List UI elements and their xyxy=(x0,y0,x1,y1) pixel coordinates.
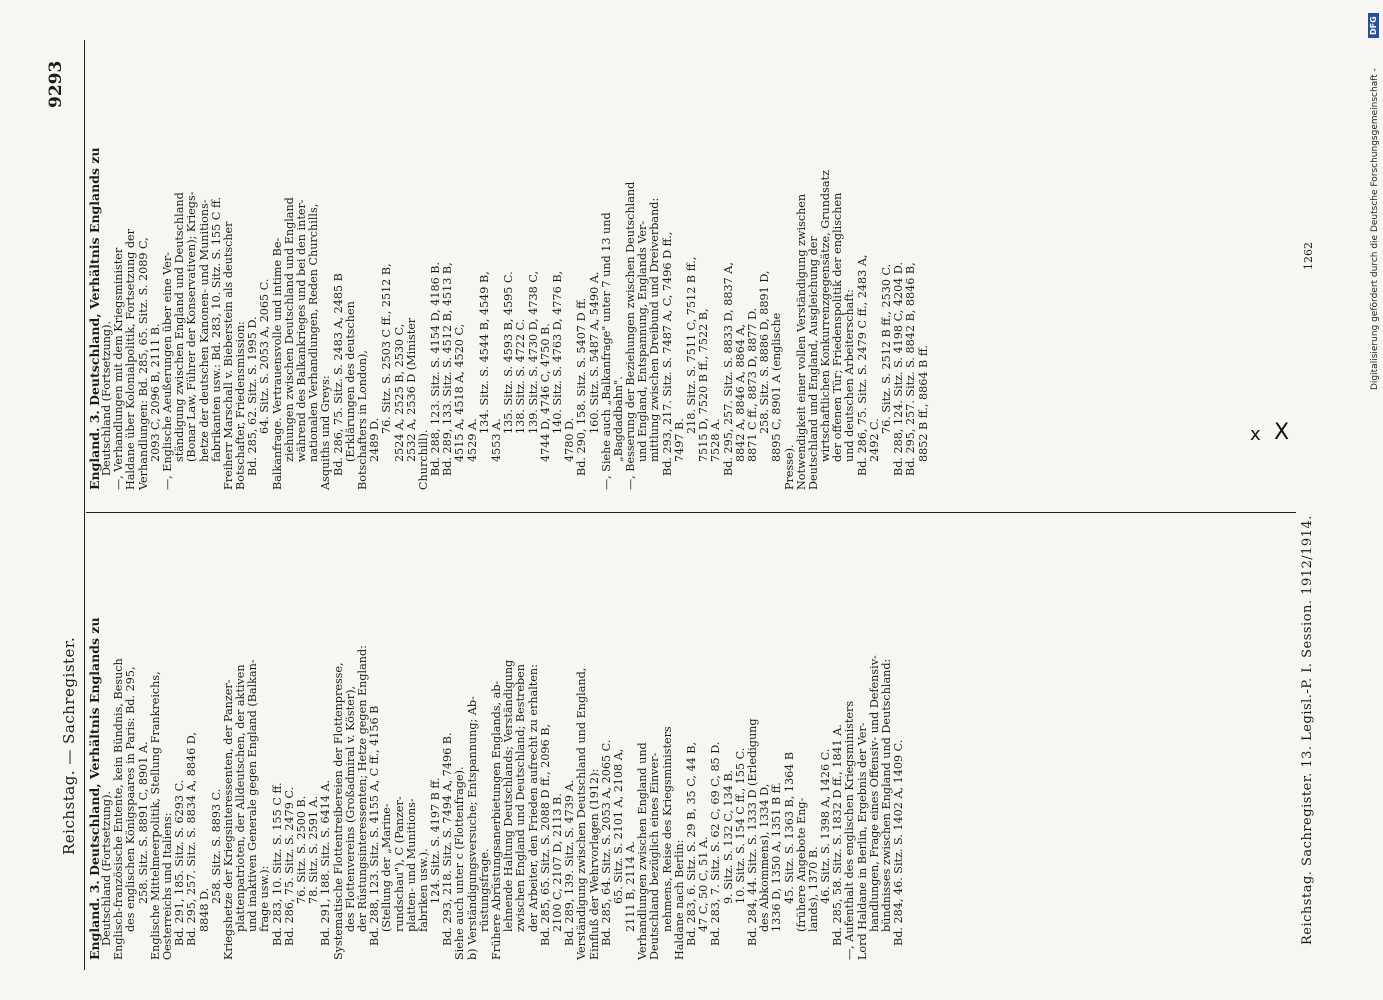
index-line: 76. Sitz. S. 2500 B. xyxy=(295,795,308,904)
index-line: 4553 A. xyxy=(490,418,503,462)
index-line: 2100 C, 2107 D, 2113 B. xyxy=(550,793,564,932)
index-line: 8848 D. xyxy=(197,887,211,932)
index-line: Siehe auch unter c (Flottenfrage). xyxy=(453,766,467,960)
index-line: Haldane über Kolonialpolitik, Fortsetzung der xyxy=(124,228,138,490)
dfg-logo: DFG xyxy=(1368,13,1379,38)
page-number: 9293 xyxy=(46,60,66,108)
index-line: 2111 B, 2114 A. xyxy=(624,840,638,932)
index-line: 47 C, 50 C, 51 A. xyxy=(697,836,711,932)
index-line: frage usw.): xyxy=(258,865,272,932)
index-line: (Stellung der „Marine- xyxy=(380,803,394,932)
index-line: Englisch-französische Entente, kein Bündnis, Besuch xyxy=(112,658,126,960)
index-line: Oesterreichs und Italiens: xyxy=(160,812,174,960)
index-line: Bd. 284, 46. Sitz. S. 1402 A, 1409 C. xyxy=(892,739,906,946)
index-line: 135. Sitz. S. 4593 B, 4595 C. xyxy=(502,271,516,434)
index-line: und inaktiven Generale gegen England (Balkan- xyxy=(246,659,260,932)
index-line: nationalen Verhandlungen, Reden Churchills, xyxy=(307,203,321,462)
footer-page-number: 1262 xyxy=(1302,242,1315,270)
index-line: „Bagdadbahn". xyxy=(611,376,625,462)
index-line: Deutschland (Fortsetzung). xyxy=(100,790,113,946)
index-line: Deutschland bezüglich eines Einver- xyxy=(648,752,662,960)
index-line: handlungen, Frage eines Offensiv- und Defensiv- xyxy=(867,655,881,932)
index-line: 45. Sitz. S. 1363 B, 1364 B xyxy=(782,751,796,904)
index-line: Botschafters in London), xyxy=(355,350,369,490)
index-line: 124. Sitz. S. 4197 B ff. xyxy=(429,777,443,904)
index-line: England. 3. Deutschland, Verhältnis Englands zu xyxy=(87,617,102,960)
index-line: 4515 A, 4518 A, 4520 C, xyxy=(453,323,467,462)
index-line: 160. Sitz. S. 5487 A, 5490 A. xyxy=(587,271,601,434)
footer-text: Reichstag. Sachregister. 13. Legisl.-P. I. Session. 1912/1914. xyxy=(1300,515,1315,945)
index-line: 2489 D. xyxy=(368,417,382,462)
index-line: lehnende Haltung Deutschlands; Verständigung xyxy=(502,659,516,932)
index-line: wirtschaftlichen Konkurrenzgegensätze, Grundsatz xyxy=(819,170,833,462)
index-line: Bd. 291, 188. Sitz. S. 6414 A. xyxy=(319,779,333,946)
index-line: Verhandlungen: Bd. 285, 65. Sitz. S. 2089 C, xyxy=(136,237,150,490)
index-line: Bd. 288, 124. Sitz. S. 4198 C, 4204 D. xyxy=(892,261,906,476)
index-line: 2524 A, 2525 B, 2530 C, xyxy=(392,323,406,462)
index-line: fabriken usw.). xyxy=(416,848,430,932)
index-line: 4780 D. xyxy=(563,417,577,462)
index-line: zwischen England und Deutschland; Bestreben xyxy=(514,664,528,932)
index-line: Freiherr Marschall v. Bieberstein als deutscher xyxy=(221,221,235,490)
column-divider xyxy=(86,512,1296,513)
index-line: Haldane nach Berlin: xyxy=(672,839,686,960)
index-line: 46. Sitz. S. 1398 A, 1426 C. xyxy=(819,748,833,904)
index-line: Deutschland (Fortsetzung). xyxy=(100,320,113,476)
index-line: der offenen Tür; Friedenspolitik der englischen xyxy=(831,192,845,462)
pen-mark-small: x xyxy=(1250,424,1261,445)
index-line: des englischen Königspaares in Paris: Bd. 295, xyxy=(124,666,138,932)
index-line: Bd. 283, 10. Sitz. S. 155 C ff. xyxy=(270,782,284,946)
index-line: Bd. 286, 75. Sitz. S. 2479 C ff., 2483 A, xyxy=(855,254,869,476)
index-line: Balkanfrage. Vertrauensvolle und intime Be- xyxy=(270,237,284,490)
index-line: Bd. 291, 185. Sitz. S. 6293 C. xyxy=(173,779,187,946)
index-line: Englische Mittelmeerpolitik, Stellung Frankreichs, xyxy=(148,671,162,960)
index-line: 2492 C. xyxy=(867,418,881,462)
index-line: 258. Sitz. S. 8893 C. xyxy=(209,788,223,904)
index-line: der Arbeiter, den Frieden aufrecht zu erhalten: xyxy=(526,664,540,932)
index-line: Frühere Abrüstungsanerbietungen Englands, ab- xyxy=(490,680,503,960)
index-line: —, Englische Aeußerungen über eine Ver- xyxy=(160,252,174,490)
index-line: Bd. 285, 62. Sitz. S. 1995 D. xyxy=(246,316,260,476)
index-line: Notwendigkeit einer vollen Verständigung zwischen xyxy=(794,193,808,490)
index-line: —, Verhandlungen mit dem Kriegsminister xyxy=(112,247,126,490)
index-line: 64. Sitz. S. 2053 A, 2065 C. xyxy=(258,278,272,434)
index-line: lands), 1370 B. xyxy=(806,846,820,932)
index-line: (frühere Angebote Eng- xyxy=(794,797,808,932)
index-line: ständigung zwischen England und Deutschland xyxy=(173,192,187,462)
index-line: 134. Sitz. S. 4544 B, 4549 B, xyxy=(477,271,491,434)
index-line: nehmens, Reise des Kriegsministers xyxy=(660,726,674,932)
index-line: plattenpatrioten, der Alldeutschen, der aktiven xyxy=(234,664,248,932)
index-line: 10. Sitz. S. 154 C ff., 155 C. xyxy=(733,747,747,904)
index-line: 65. Sitz. S. 2101 A, 2108 A, xyxy=(611,748,625,904)
index-line: Kriegshetze der Kriegsinteressenten, der Panzer- xyxy=(221,679,235,960)
index-line: 138. Sitz. S. 4722 C. xyxy=(514,318,528,434)
index-line: Bd. 286, 75. Sitz. S. 2479 C. xyxy=(282,786,296,946)
index-line: rundschau"), C (Panzer- xyxy=(392,796,406,932)
index-line: Bd. 293, 218. Sitz. S. 7494 A, 7496 B. xyxy=(441,732,455,946)
index-line: Botschafter, Friedensmission: xyxy=(234,321,248,490)
index-line: 8852 B ff., 8864 B ff. xyxy=(916,345,930,462)
index-line: Presse). xyxy=(782,444,796,490)
index-line: (Erklärungen des deutschen xyxy=(343,301,357,462)
index-line: England. 3. Deutschland, Verhältnis Englands zu xyxy=(87,147,102,490)
index-line: Bd. 295, 257. Sitz. S. 8834 A, 8846 D, xyxy=(185,732,199,946)
index-line: 76. Sitz. S. 2512 B ff., 2530 C. xyxy=(880,263,893,434)
index-line: Bd. 283, 7. Sitz. S. 62 C, 69 C, 85 D. xyxy=(709,741,723,946)
index-line: 7497 B. xyxy=(672,418,686,462)
index-line: hetze der deutschen Kanonen- und Munitions- xyxy=(197,199,211,462)
index-line: 78. Sitz. S. 2591 A. xyxy=(307,795,321,904)
index-line: der Rüstungsinteressenten; Hetze gegen England: xyxy=(355,645,369,932)
index-line: —, Siehe auch „Balkanfrage" unter 7 und 13 und xyxy=(599,212,613,490)
index-line: 2532 A, 2536 D (Minister xyxy=(404,317,418,462)
index-line: 4529 A. xyxy=(465,418,479,462)
index-line: Bd. 290, 158. Sitz. S. 5407 D ff. xyxy=(575,297,589,476)
index-line: 139. Sitz. S. 4730 D, 4738 C, xyxy=(526,270,540,434)
index-line: und deutschen Arbeiterschaft: xyxy=(843,289,857,462)
index-line: 1336 D, 1350 A, 1351 B ff. xyxy=(770,782,784,932)
index-line: 258. Sitz. S. 8886 D, 8891 D, xyxy=(758,270,772,434)
index-line: bündnisses zwischen England und Deutschland: xyxy=(880,658,893,932)
index-line: Bd. 295, 257. Sitz. S. 8842 B, 8846 B, xyxy=(904,262,918,476)
index-line: Bd. 284, 44. Sitz. S. 1333 D (Erledigung xyxy=(745,718,759,946)
index-line: Bd. 285, 58. Sitz. S. 1832 D ff., 1841 A. xyxy=(831,724,845,946)
index-line: 218. Sitz. S. 7511 C, 7512 B ff., xyxy=(685,256,698,434)
index-line: Asquiths und Greys: xyxy=(319,375,333,490)
index-line: Bd. 286, 75. Sitz. S. 2483 A, 2485 B xyxy=(331,273,345,476)
index-line: und England, Entspannung, Englands Ver- xyxy=(636,220,650,462)
index-line: b) Verständigungsversuche; Entspannung; Ab- xyxy=(465,696,479,960)
pen-mark-large: X xyxy=(1274,420,1290,445)
index-line: 2093 C, 2096 B, 2111 B. xyxy=(148,323,162,462)
index-line: 8871 C ff., 8873 D, 8877 D. xyxy=(745,307,759,462)
index-line: 76. Sitz. S. 2503 C ff., 2512 B, xyxy=(380,263,394,434)
index-line: Bd. 285, 65. Sitz. S. 2088 D ff., 2096 B, xyxy=(538,723,552,946)
digitization-note: Digitalisierung gefördert durch die Deutsche Forschungsgemeinschaft - xyxy=(1370,68,1380,390)
header-rule xyxy=(84,40,85,970)
index-line: Einfluß der Wehrvorlagen (1912): xyxy=(587,768,601,960)
index-line: Lord Haldane in Berlin, Ergebnis der Ver- xyxy=(855,722,869,960)
index-line: Bd. 283, 6. Sitz. S. 29 B, 35 C, 44 B, xyxy=(685,741,698,946)
index-line: Bd. 288, 123. Sitz. S. 4154 D, 4186 B. xyxy=(429,261,443,476)
index-line: fabrikanten usw.: Bd. 283, 10. Sitz. S. 155 C ff. xyxy=(209,196,223,462)
index-line: —, Besserung der Beziehungen zwischen Deutschland xyxy=(624,181,638,490)
index-line: 7515 D, 7520 B ff., 7522 B, xyxy=(697,308,711,462)
index-line: Bd. 289, 139. Sitz. S. 4739 A. xyxy=(563,779,577,946)
index-line: Bd. 293, 217. Sitz. S. 7487 A, C, 7496 D ff., xyxy=(660,231,674,476)
index-line: Verständigung zwischen Deutschland und England, xyxy=(575,667,589,960)
index-line: Bd. 285, 64. Sitz. S. 2053 A, 2065 C. xyxy=(599,739,613,946)
index-column-left xyxy=(88,520,905,960)
index-line: ziehungen zwischen Deutschland und England xyxy=(282,197,296,462)
index-line: Bd. 288, 123. Sitz. S. 4155 A, C ff., 4156 B xyxy=(368,705,382,946)
index-line: (Bonar Law, Führer der Konservativen); Kriegs- xyxy=(185,191,199,462)
index-line: 8842 A, 8846 A, 8864 A, xyxy=(733,323,747,462)
index-line: Systematische Flottentreibereien der Flottenpresse, xyxy=(331,662,345,960)
index-line: Verhandlungen zwischen England und xyxy=(636,742,650,960)
index-line: Churchill). xyxy=(416,429,430,490)
index-line: —, Aufenthalt des englischen Kriegsministers xyxy=(843,700,857,960)
running-header: Reichstag. — Sachregister. xyxy=(60,636,78,855)
index-line: 4744 D, 4746 C, 4750 B. xyxy=(538,323,552,462)
index-line: Bd. 289, 133. Sitz. S. 4512 B, 4513 B, xyxy=(441,262,455,476)
index-line: Deutschland und England, Ausgleichung der xyxy=(806,236,820,490)
index-line: 140. Sitz. S. 4763 D, 4776 B, xyxy=(550,270,564,434)
index-line: rüstungsfrage. xyxy=(477,848,491,932)
index-line: 258. Sitz. S. 8891 C, 8901 A. xyxy=(136,741,150,904)
index-line: 7528 A. xyxy=(709,418,723,462)
index-line: platten- und Munitions- xyxy=(404,798,418,932)
index-line: des Abkommens), 1334 D, xyxy=(758,783,772,932)
index-line: während des Balkankrieges und bei den inter- xyxy=(295,199,308,462)
index-line: mittlung zwischen Dreibund und Dreiverband: xyxy=(648,197,662,462)
index-line: des Flottenvereins (Großadmiral v. Köster), xyxy=(343,685,357,932)
index-line: 8895 C, 8901 A (englische xyxy=(770,312,784,462)
index-column-right xyxy=(88,50,930,490)
index-line: Bd. 295, 257. Sitz. S. 8833 D, 8837 A, xyxy=(721,262,735,476)
index-line: 9. Sitz. S. 132 C, 134 B. xyxy=(721,769,735,904)
